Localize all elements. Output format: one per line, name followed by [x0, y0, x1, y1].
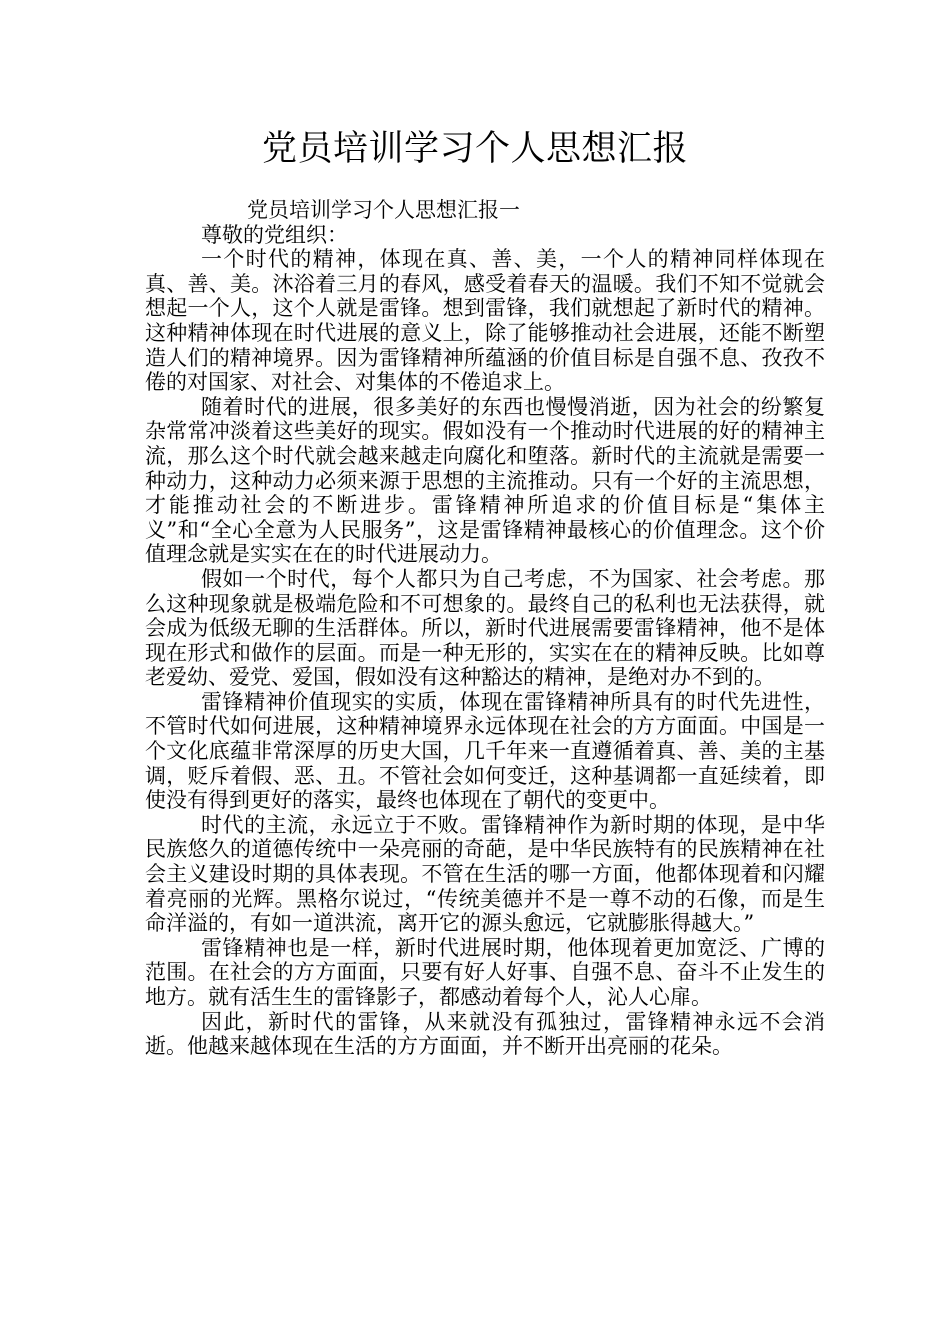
paragraph: 雷锋精神也是一样，新时代进展时期，他体现着更加宽泛、广博的范围。在社会的方方面面，只要有好人好事、自强不息、奋斗不止发生的地方。就有活生生的雷锋影子，都感动着每个人，沁人心扉。 — [145, 935, 825, 1009]
paragraph: 时代的主流，永远立于不败。雷锋精神作为新时期的体现，是中华民族悠久的道德传统中一朵亮丽的奇葩，是中华民族特有的民族精神在社会主义建设时期的具体表现。不管在生活的哪一方面，他都体现着和闪耀着亮丽的光辉。黑格尔说过，“传统美德并不是一尊不动的石像，而是生命洋溢的，有如一道洪流，离开它的源头愈远，它就膨胀得越大。” — [145, 812, 825, 936]
paragraph: 一个时代的精神，体现在真、善、美，一个人的精神同样体现在真、善、美。沐浴着三月的春风，感受着春天的温暖。我们不知不觉就会想起一个人，这个人就是雷锋。想到雷锋，我们就想起了新时代的精神。这种精神体现在时代进展的意义上，除了能够推动社会进展，还能不断塑造人们的精神境界。因为雷锋精神所蕴涵的价值目标是自强不息、孜孜不倦的对国家、对社会、对集体的不倦追求上。 — [145, 247, 825, 395]
paragraph: 雷锋精神价值现实的实质，体现在雷锋精神所具有的时代先进性，不管时代如何进展，这种精神境界永远体现在社会的方方面面。中国是一个文化底蕴非常深厚的历史大国，几千年来一直遵循着真、善、美的主基调，贬斥着假、恶、丑。不管社会如何变迁，这种基调都一直延续着，即使没有得到更好的落实，最终也体现在了朝代的变更中。 — [145, 689, 825, 813]
salutation: 尊敬的党组织： — [201, 222, 348, 247]
paragraph: 因此，新时代的雷锋，从来就没有孤独过，雷锋精神永远不会消逝。他越来越体现在生活的方方面面，并不断开出亮丽的花朵。 — [145, 1009, 825, 1059]
document-subtitle: 党员培训学习个人思想汇报一 — [247, 198, 520, 222]
document-title: 党员培训学习个人思想汇报 — [261, 129, 688, 169]
paragraph: 随着时代的进展，很多美好的东西也慢慢消逝，因为社会的纷繁复杂常常冲淡着这些美好的现实。假如没有一个推动时代进展的好的精神主流，那么这个时代就会越来越走向腐化和堕落。新时代的主流就是需要一种动力，这种动力必须来源于思想的主流推动。只有一个好的主流思想，才能推动社会的不断进步。雷锋精神所追求的价值目标是“集体主义”和“全心全意为人民服务”，这是雷锋精神最核心的价值理念。这个价值理念就是实实在在的时代进展动力。 — [145, 394, 825, 567]
paragraph: 假如一个时代，每个人都只为自己考虑，不为国家、社会考虑。那么这种现象就是极端危险和不可想象的。最终自己的私利也无法获得，就会成为低级无聊的生活群体。所以，新时代进展需要雷锋精神，他不是体现在形式和做作的层面。而是一种无形的，实实在在的精神反映。比如尊老爱幼、爱党、爱国，假如没有这种豁达的精神，是绝对办不到的。 — [145, 566, 825, 690]
document-body — [145, 198, 825, 1059]
